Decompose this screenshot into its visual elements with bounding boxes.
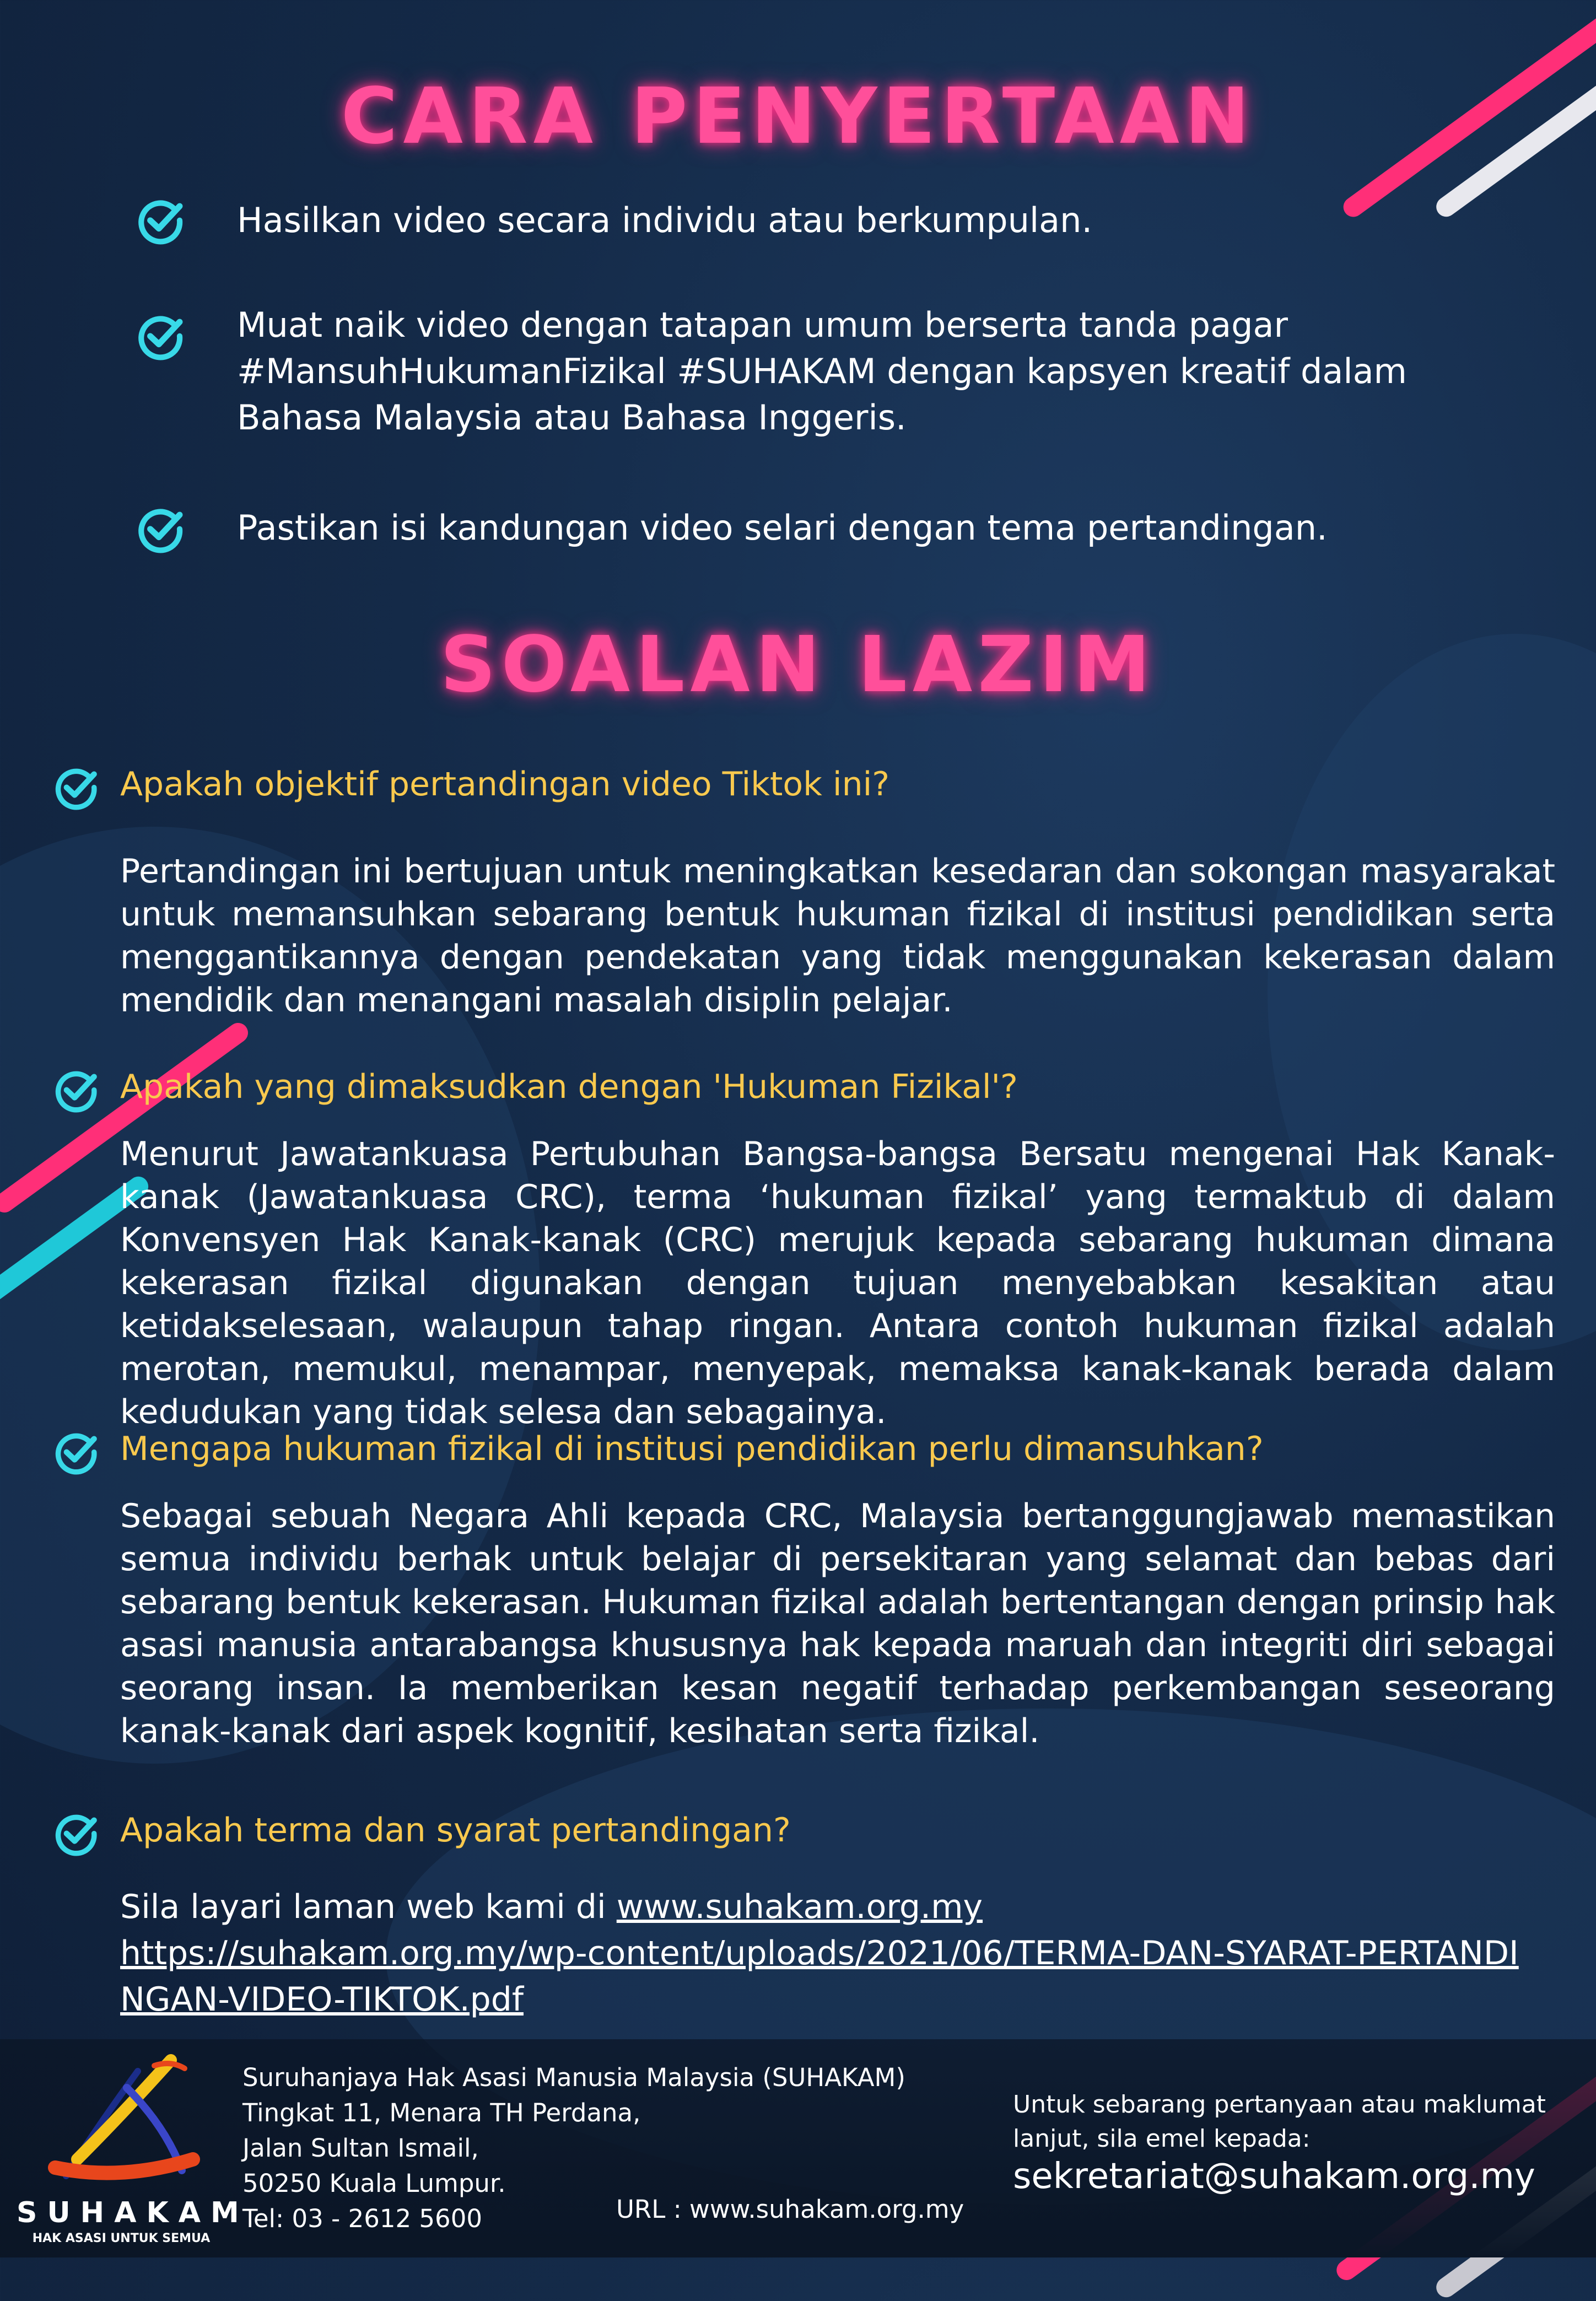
terms-pdf-link[interactable]: https://suhakam.org.my/wp-content/uploads/2021/06/TERMA-DAN-SYARAT-PERTANDINGAN-VIDEO-TIKTOK.pdf: [120, 1934, 1519, 2019]
logo-tagline: HAK ASASI UNTUK SEMUA: [32, 2232, 211, 2245]
check-circle-icon: [135, 503, 186, 553]
suhakam-logo-icon: [44, 2049, 209, 2192]
faq-question: Apakah yang dimaksudkan dengan 'Hukuman Fizikal'?: [120, 1068, 1018, 1106]
phone-line: Tel: 03 - 2612 5600: [242, 2204, 482, 2233]
faq-answer: Pertandingan ini bertujuan untuk meningkatkan kesedaran dan sokongan masyarakat untuk memansuhkan sebarang bentuk hukuman fizikal di institusi pendidikan serta menggantikannya dengan pendekatan yang tidak menggunakan kekerasan dalam mendidik dan menangani masalah disiplin pelajar.: [120, 852, 1555, 1020]
check-circle-icon: [52, 1065, 100, 1113]
faq-question: Mengapa hukuman fizikal di institusi pendidikan perlu dimansuhkan?: [120, 1430, 1264, 1468]
suhakam-website-link[interactable]: www.suhakam.org.my: [616, 1888, 983, 1926]
address-line: Jalan Sultan Ismail,: [242, 2133, 479, 2163]
section-title-soalan-lazim: SOALAN LAZIM: [440, 620, 1156, 710]
step-item: Hasilkan video secara individu atau berkumpulan.: [237, 200, 1093, 240]
faq-answer-links: [120, 1884, 1542, 2023]
address-line: 50250 Kuala Lumpur.: [242, 2169, 506, 2198]
step-item: Pastikan isi kandungan video selari dengan tema pertandingan.: [237, 508, 1328, 548]
faq-answer: Menurut Jawatankuasa Pertubuhan Bangsa-bangsa Bersatu mengenai Hak Kanak-kanak (Jawatankuasa CRC), terma ‘hukuman fizikal’ yang termaktub di dalam Konvensyen Hak Kanak-kanak (CRC) merujuk kepada sebarang hukuman dimana kekerasan fizikal digunakan dengan tujuan menyebabkan kesakitan atau ketidakselesaan, walaupun tahap ringan. Antara contoh hukuman fizikal adalah merotan, memukul, menampar, menyepak, memaksa kanak-kanak berada dalam kedudukan yang tidak selesa dan sebagainya.: [120, 1135, 1555, 1431]
step-item: Muat naik video dengan tatapan umum berserta tanda pagar #MansuhHukumanFizikal #SUHAKAM dengan kapsyen kreatif dalam Bahasa Malaysia atau Bahasa Inggeris.: [237, 305, 1407, 438]
address-line: Suruhanjaya Hak Asasi Manusia Malaysia (SUHAKAM): [242, 2063, 905, 2092]
section-title-cara-penyertaan: CARA PENYERTAAN: [341, 72, 1255, 161]
logo-wordmark: [17, 2196, 249, 2245]
check-circle-icon: [135, 310, 186, 360]
footer-email-link[interactable]: sekretariat@suhakam.org.my: [1013, 2156, 1535, 2197]
footer-url[interactable]: URL : www.suhakam.org.my: [616, 2195, 964, 2224]
check-circle-icon: [52, 1427, 100, 1475]
faq-answer: Sebagai sebuah Negara Ahli kepada CRC, Malaysia bertanggungjawab memastikan semua individu berhak untuk belajar di persekitaran yang selamat dan bebas dari sebarang bentuk kekerasan. Hukuman fizikal adalah bertentangan dengan prinsip hak asasi manusia antarabangsa khususnya hak kepada maruah dan integriti diri sebagai seorang insan. Ia memberikan kesan negatif terhadap perkembangan seseorang kanak-kanak dari aspek kognitif, kesihatan serta fizikal.: [120, 1497, 1555, 1750]
address-line: Tingkat 11, Menara TH Perdana,: [242, 2098, 641, 2127]
check-circle-icon: [52, 1809, 100, 1856]
check-circle-icon: [52, 763, 100, 810]
check-circle-icon: [135, 194, 186, 245]
logo-name: SUHAKAM: [17, 2196, 249, 2229]
faq-answer-prefix: Sila layari laman web kami di: [120, 1888, 617, 1926]
faq-question: Apakah objektif pertandingan video Tiktok ini?: [120, 765, 890, 804]
faq-question: Apakah terma dan syarat pertandingan?: [120, 1811, 791, 1850]
footer-inquiry-text: Untuk sebarang pertanyaan atau maklumat lanjut, sila emel kepada:: [1013, 2090, 1546, 2153]
